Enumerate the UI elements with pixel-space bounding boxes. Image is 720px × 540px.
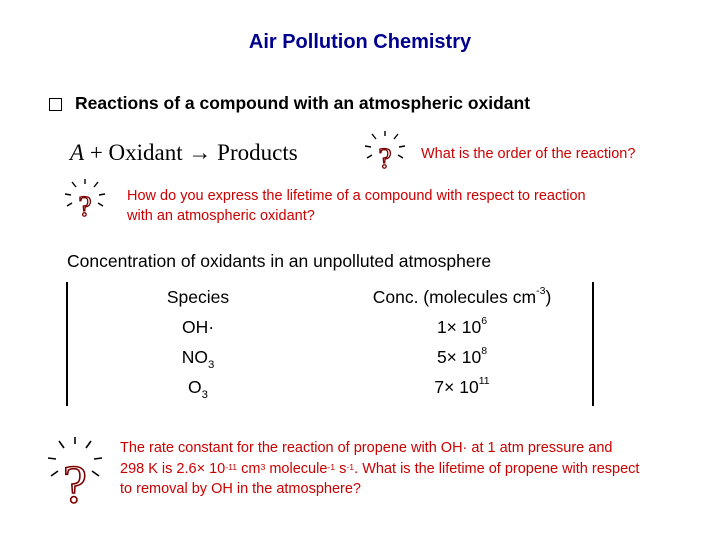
table-row <box>66 312 594 342</box>
reactant-symbol: A <box>70 140 85 165</box>
species-cell: $O_3$ <box>188 376 208 401</box>
concentration-cell: $7\times 10^{11}$ <box>434 374 490 397</box>
table-header-row <box>66 282 594 312</box>
question-mark-icon <box>362 130 408 176</box>
species-cell: $NO_3$ <box>181 346 215 371</box>
species-header: Species <box>166 286 230 307</box>
reaction-arrow: → <box>188 140 212 165</box>
bullet-heading: Reactions of a compound with an atmospheric oxidant <box>75 93 531 113</box>
checkbox-bullet-icon <box>49 98 62 111</box>
species-cell: OH· <box>181 316 215 337</box>
question-mark-icon <box>45 436 105 512</box>
order-question: What is the order of the reaction? <box>421 146 636 162</box>
concentration-header: Conc. (molecules $cm^{-3}$) <box>372 284 552 307</box>
oxidant-term: Oxidant <box>108 140 183 165</box>
table-row <box>66 372 594 402</box>
svg-text:?: ? <box>378 142 392 175</box>
reaction-equation <box>70 140 298 166</box>
lifetime-question: How do you express the lifetime of a compound with respect to reaction with an atmospheric oxidant? <box>127 188 586 224</box>
concentration-cell: $1\times 10^6$ <box>436 314 488 337</box>
question-mark-icon <box>62 178 108 224</box>
concentration-cell: $5\times 10^8$ <box>436 344 488 367</box>
page-title: Air Pollution Chemistry <box>248 31 472 53</box>
svg-text:?: ? <box>63 454 87 512</box>
oxidant-table <box>66 282 594 402</box>
products-term: Products <box>217 140 298 165</box>
concentration-heading: Concentration of oxidants in an unpolluted atmosphere <box>67 251 492 271</box>
propene-problem: The rate constant for the reaction of propene with OH· at 1 atm pressure and 298 K is $2.6\times 10^{-11}$ $cm^3$ molecule$^{-1}$ $s^{-1}$. What is the lifetime of propene with respect to removal by OH in the atmosphere? <box>120 440 640 497</box>
table-row <box>66 342 594 372</box>
plus-sign: + <box>89 140 103 165</box>
svg-text:?: ? <box>78 190 92 223</box>
